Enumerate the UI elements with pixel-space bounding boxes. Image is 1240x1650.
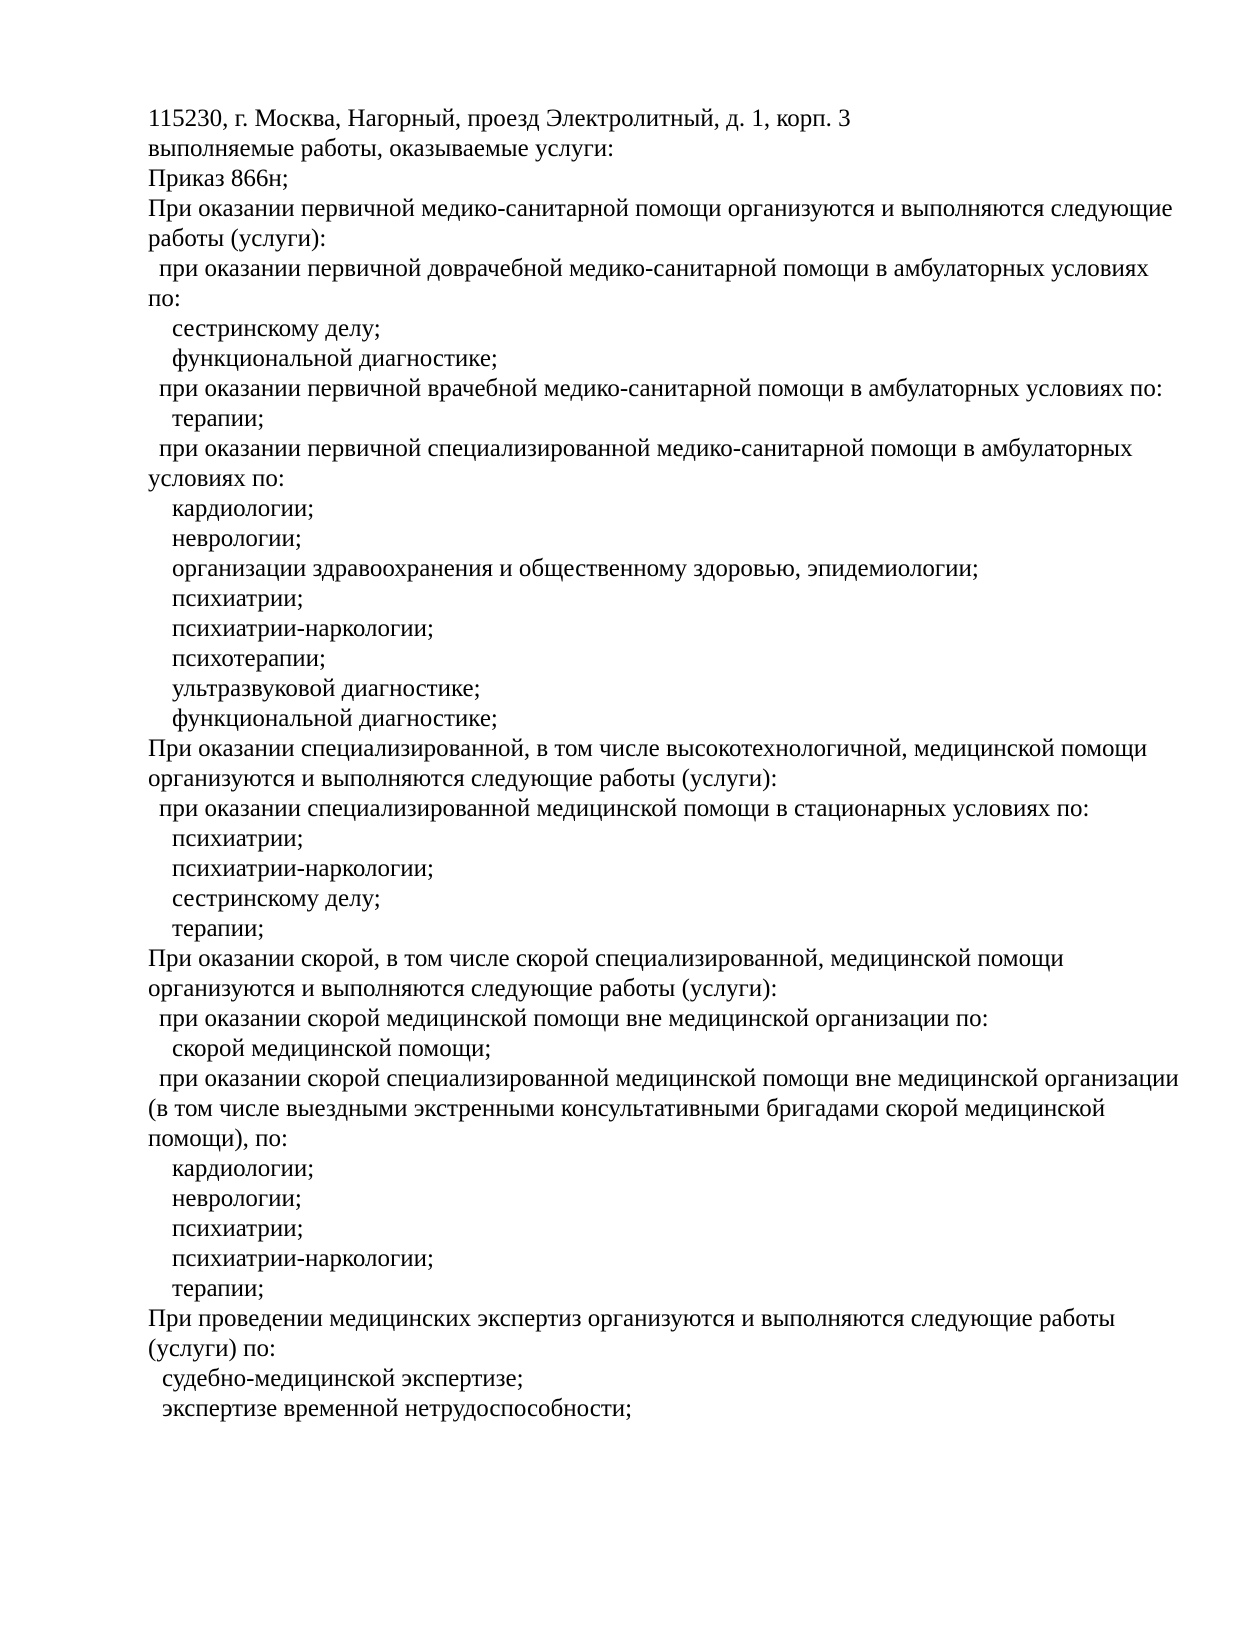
license-activities-text (148, 104, 1228, 1424)
document-line: психиатрии; (172, 585, 304, 612)
document-line: психиатрии; (172, 825, 304, 852)
document-line: неврологии; (172, 525, 302, 552)
document-line: кардиологии; (172, 495, 315, 522)
document-line: организации здравоохранения и общественному здоровью, эпидемиологии; (172, 555, 979, 582)
document-line: ультразвуковой диагностике; (172, 675, 481, 702)
document-line: терапии; (172, 1275, 265, 1302)
document-line: при оказании скорой специализированной медицинской помощи вне медицинской организации (159, 1065, 1179, 1092)
document-line: психиатрии; (172, 1215, 304, 1242)
document-line: работы (услуги): (148, 225, 327, 252)
document-line: при оказании скорой медицинской помощи вне медицинской организации по: (159, 1005, 989, 1032)
document-line: терапии; (172, 915, 265, 942)
document-line: (в том числе выездными экстренными консультативными бригадами скорой медицинской (148, 1095, 1106, 1122)
document-line: при оказании первичной специализированной медико-санитарной помощи в амбулаторных (159, 435, 1133, 462)
document-line: 115230, г. Москва, Нагорный, проезд Электролитный, д. 1, корп. 3 (148, 105, 851, 132)
document-line: при оказании специализированной медицинской помощи в стационарных условиях по: (159, 795, 1090, 822)
document-line: условиях по: (148, 465, 285, 492)
document-line: психиатрии-наркологии; (172, 615, 434, 642)
document-line: судебно-медицинской экспертизе; (162, 1365, 524, 1392)
document-line: функциональной диагностике; (172, 705, 498, 732)
document-line: При оказании первичной медико-санитарной помощи организуются и выполняются следующие (148, 195, 1173, 222)
document-line: при оказании первичной врачебной медико-санитарной помощи в амбулаторных условиях по: (159, 375, 1163, 402)
document-line: сестринскому делу; (172, 315, 381, 342)
document-line: неврологии; (172, 1185, 302, 1212)
document-line: кардиологии; (172, 1155, 315, 1182)
document-line: психотерапии; (172, 645, 326, 672)
document-line: психиатрии-наркологии; (172, 855, 434, 882)
document-line: психиатрии-наркологии; (172, 1245, 434, 1272)
document-line: При оказании скорой, в том числе скорой специализированной, медицинской помощи (148, 945, 1064, 972)
document-line: сестринскому делу; (172, 885, 381, 912)
document-line: организуются и выполняются следующие работы (услуги): (148, 975, 778, 1002)
document-line: экспертизе временной нетрудоспособности; (162, 1395, 633, 1422)
document-line: При оказании специализированной, в том числе высокотехнологичной, медицинской помощи (148, 735, 1148, 762)
document-line: при оказании первичной доврачебной медико-санитарной помощи в амбулаторных условиях (159, 255, 1149, 282)
document-line: помощи), по: (148, 1125, 289, 1152)
document-line: по: (148, 285, 181, 312)
document-line: Приказ 866н; (148, 165, 289, 192)
document-line: функциональной диагностике; (172, 345, 498, 372)
document-line: организуются и выполняются следующие работы (услуги): (148, 765, 778, 792)
document-line: (услуги) по: (148, 1335, 276, 1362)
document-line: терапии; (172, 405, 265, 432)
document-line: скорой медицинской помощи; (172, 1035, 492, 1062)
document-line: выполняемые работы, оказываемые услуги: (148, 135, 615, 162)
document-line: При проведении медицинских экспертиз организуются и выполняются следующие работы (148, 1305, 1116, 1332)
